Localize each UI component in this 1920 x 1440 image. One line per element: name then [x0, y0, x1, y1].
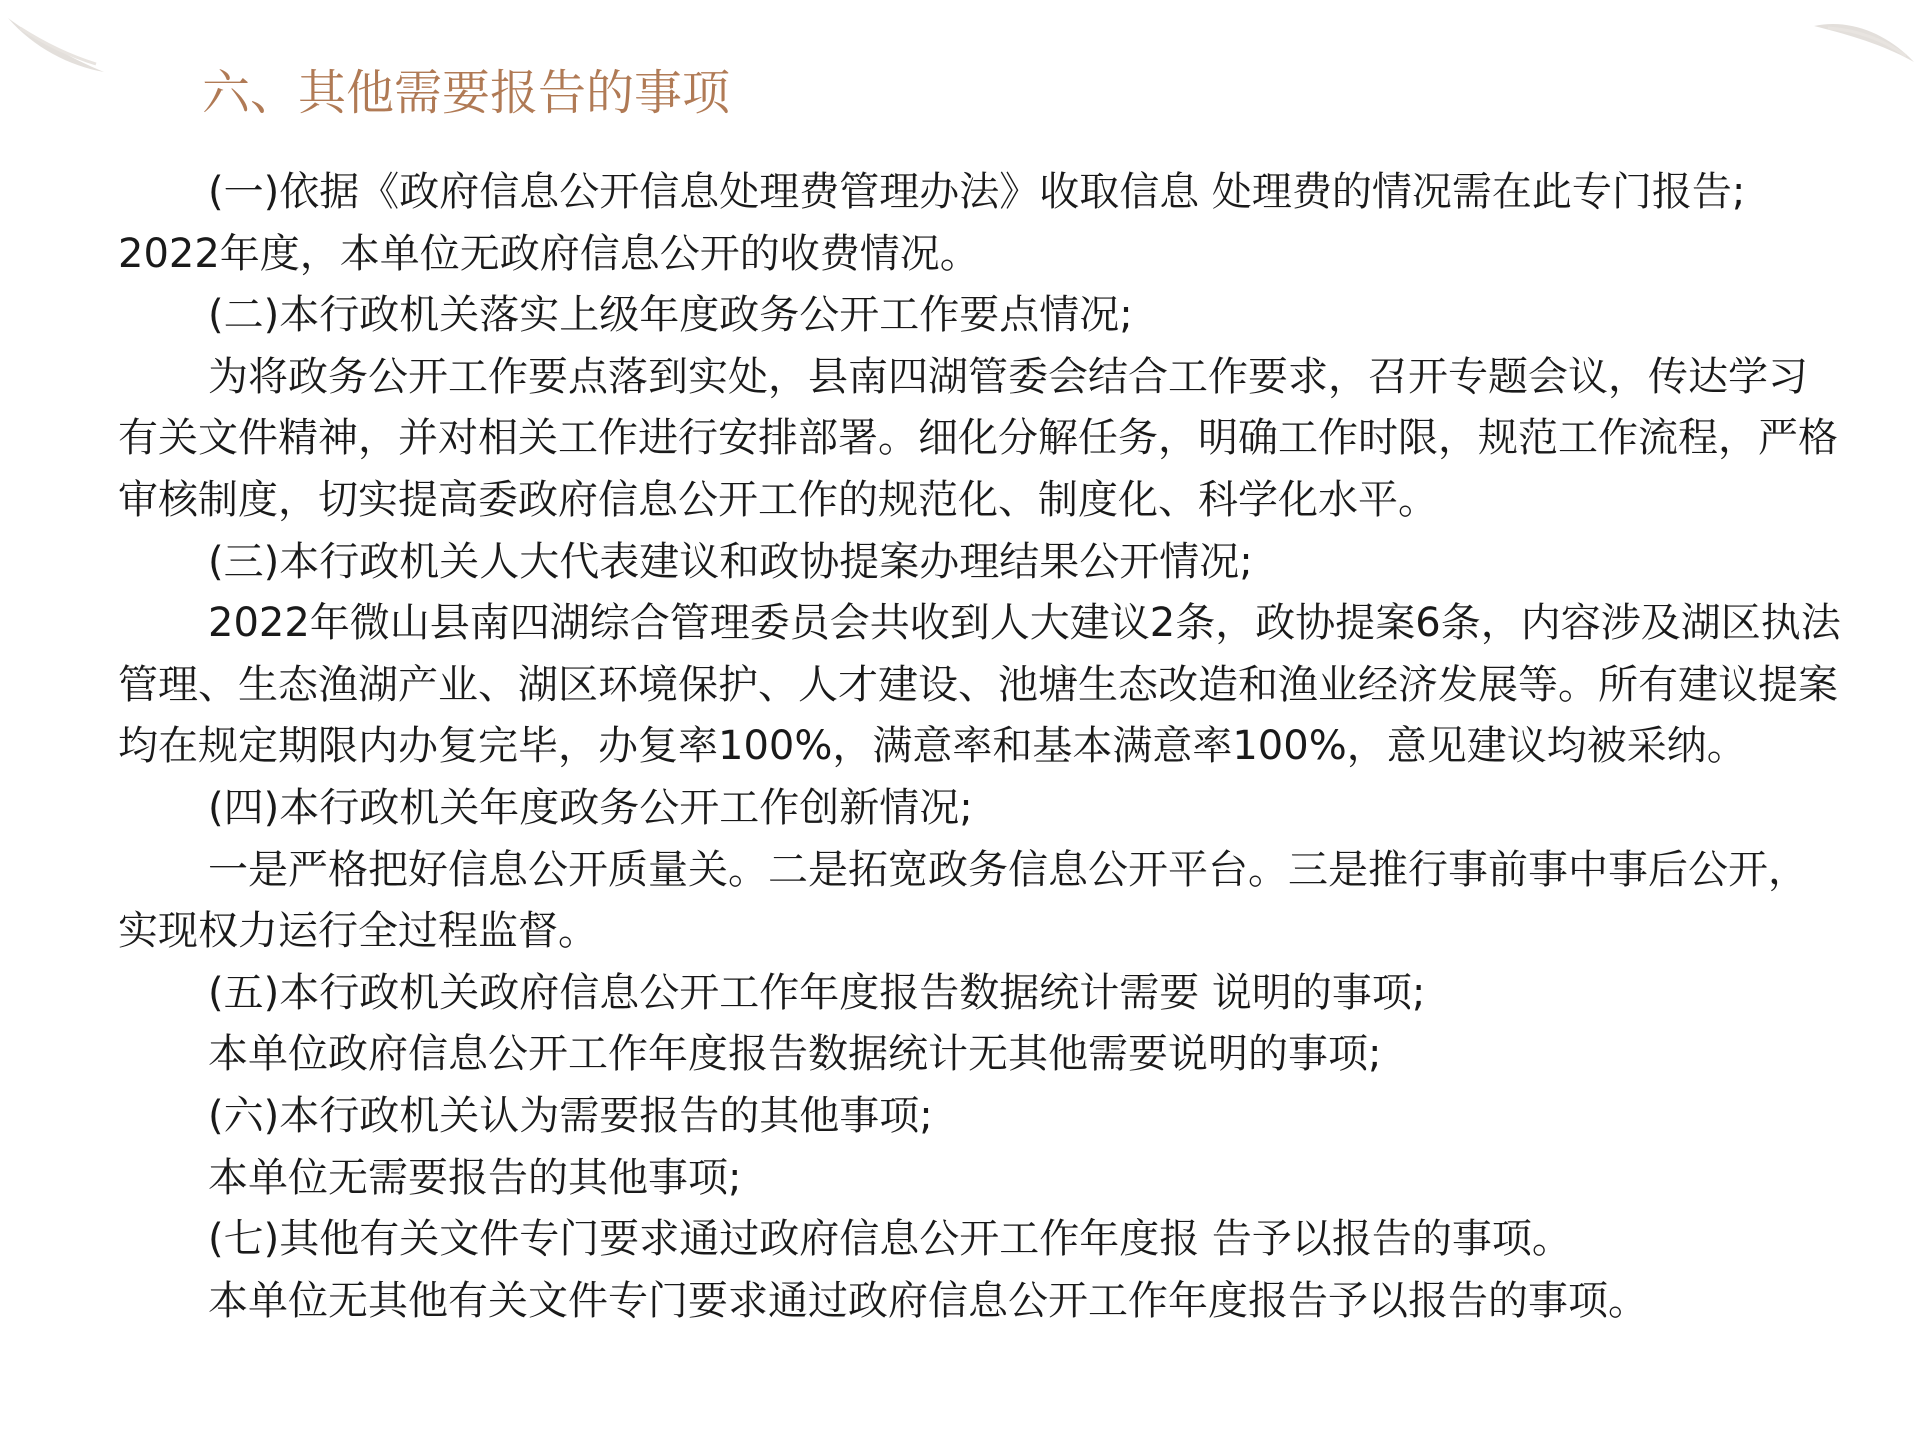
paragraph-proposals-body: 2022年微山县南四湖综合管理委员会共收到人大建议2条，政协提案6条，内容涉及湖区执法管理、生态渔湖产业、湖区环境保护、人才建设、池塘生态改造和渔业经济发展等。所有建议提案均在规定期限内办复完毕，办复率100%，满意率和基本满意率100%，意见建议均被采纳。 — [118, 600, 1841, 770]
corner-brush-decoration-left — [0, 0, 110, 80]
paragraph-work-points-heading: (二)本行政机关落实上级年度政务公开工作要点情况; — [208, 292, 1133, 339]
paragraph-work-points-body: 为将政务公开工作要点落到实处，县南四湖管委会结合工作要求，召开专题会议，传达学习有关文件精神，并对相关工作进行安排部署。细化分解任务，明确工作时限，规范工作流程，严格审核制度，切实提高委政府信息公开工作的规范化、制度化、科学化水平。 — [118, 353, 1838, 523]
paragraph-proposals-heading: (三)本行政机关人大代表建议和政协提案办理结果公开情况; — [208, 538, 1253, 585]
corner-brush-decoration-right — [1810, 0, 1920, 80]
paragraph-documents-body: 本单位无其他有关文件专门要求通过政府信息公开工作年度报告予以报告的事项。 — [208, 1277, 1648, 1324]
paragraph-statistics-heading: (五)本行政机关政府信息公开工作年度报告数据统计需要 说明的事项; — [208, 969, 1426, 1016]
paragraph-other-matters-heading: (六)本行政机关认为需要报告的其他事项; — [208, 1092, 933, 1139]
paragraph-other-matters-body: 本单位无需要报告的其他事项; — [208, 1154, 742, 1201]
paragraph-statistics-body: 本单位政府信息公开工作年度报告数据统计无其他需要说明的事项; — [208, 1031, 1382, 1078]
paragraph-documents-heading: (七)其他有关文件专门要求通过政府信息公开工作年度报 告予以报告的事项。 — [208, 1216, 1572, 1263]
paragraph-innovation-heading: (四)本行政机关年度政务公开工作创新情况; — [208, 784, 973, 831]
section-title: 六、其他需要报告的事项 — [202, 65, 731, 121]
paragraph-innovation-body: 一是严格把好信息公开质量关。二是拓宽政务信息公开平台。三是推行事前事中事后公开，实现权力运行全过程监督。 — [118, 846, 1808, 955]
paragraph-fee-heading: (一)依据《政府信息公开信息处理费管理办法》收取信息 处理费的情况需在此专门报告; 2022年度，本单位无政府信息公开的收费情况。 — [118, 169, 1746, 277]
document-body — [118, 162, 1843, 1332]
